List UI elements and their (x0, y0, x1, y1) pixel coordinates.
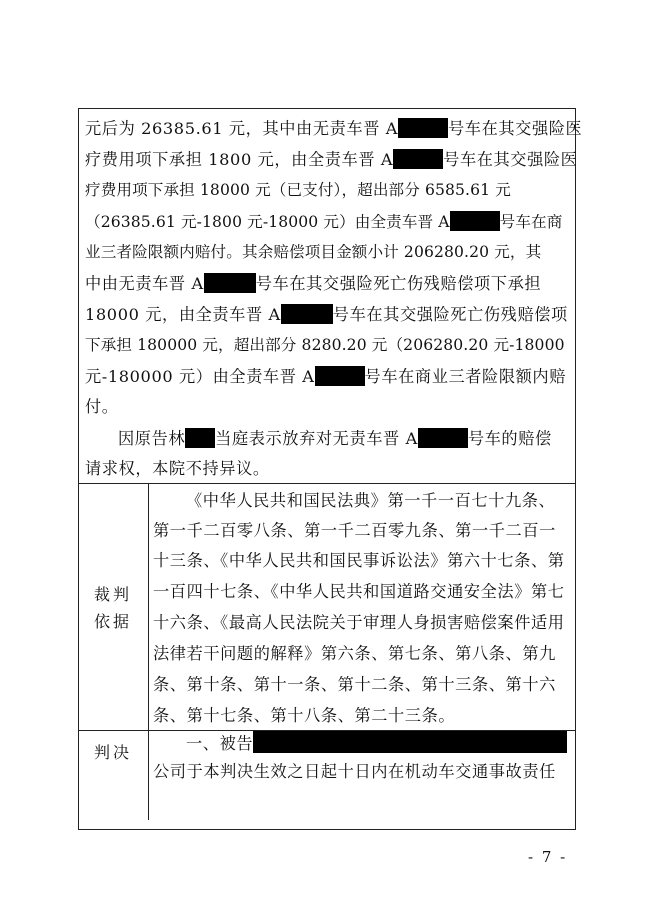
basis-label: 依据 (94, 612, 133, 631)
verdict-label: 判决 (94, 743, 133, 762)
verdict-line: 一、被告 (186, 731, 567, 754)
facts-line: 请求权，本院不持异议。 (85, 459, 270, 478)
verdict-column-divider (148, 730, 149, 820)
basis-line: 《中华人民共和国民法典》第一千一百七十九条、 (186, 491, 556, 510)
facts-line: 元后为 26385.61 元，其中由无责车晋 A 号车在其交强险医 (85, 119, 583, 138)
facts-line: 疗费用项下承担 18000 元（已支付），超出部分 6585.61 元 (85, 181, 511, 199)
redaction-block (450, 211, 500, 231)
facts-line: 付。 (85, 397, 119, 416)
redaction-block (398, 118, 448, 138)
verdict-line: 公司于本判决生效之日起十日内在机动车交通事故责任 (153, 762, 556, 781)
basis-line: 一百四十七条、《中华人民共和国道路交通安全法》第七 (153, 582, 565, 601)
basis-line: 十六条、《最高人民法院关于审理人身损害赔偿案件适用 (153, 613, 565, 632)
facts-line: 疗费用项下承担 1800 元，由全责车晋 A 号车在其交强险医 (85, 150, 578, 169)
redaction-block (253, 731, 567, 753)
facts-line: 下承担 180000 元，超出部分 8280.20 元（206280.20 元-18000 (85, 336, 565, 354)
facts-line: 因原告林 当庭表示放弃对无责车晋 A 号车的赔偿 (118, 429, 552, 448)
redaction-block (204, 273, 256, 293)
facts-line: 业三者险限额内赔付。其余赔偿项目金额小计 206280.20 元，其 (85, 243, 542, 261)
redaction-block (393, 149, 443, 169)
basis-line: 条、第十条、第十一条、第十二条、第十三条、第十六 (153, 675, 556, 694)
facts-line: 元-180000 元）由全责车晋 A 号车在商业三者险限额内赔 (85, 367, 566, 386)
facts-line: 18000 元，由全责车晋 A 号车在其交强险死亡伤残赔偿项 (85, 305, 568, 324)
basis-line: 条、第十七条、第十八条、第二十三条。 (153, 706, 456, 725)
page-number: - 7 - (528, 848, 568, 866)
basis-line: 法律若干问题的解释》第六条、第七条、第八条、第九 (153, 644, 556, 663)
redaction-block (418, 428, 468, 448)
redaction-block (315, 366, 365, 386)
basis-line: 十三条、《中华人民共和国民事诉讼法》第六十七条、第 (153, 551, 565, 570)
facts-line: 中由无责车晋 A 号车在其交强险死亡伤残赔偿项下承担 (85, 274, 542, 293)
basis-line: 第一千二百零八条、第一千二百零九条、第一千二百一 (153, 521, 556, 540)
basis-column-divider (148, 483, 149, 731)
redaction-block (185, 428, 215, 448)
basis-label: 裁判 (94, 585, 133, 604)
redaction-block (281, 304, 333, 324)
facts-line: （26385.61 元-1800 元-18000 元）由全责车晋 A 号车在商 (85, 213, 563, 231)
